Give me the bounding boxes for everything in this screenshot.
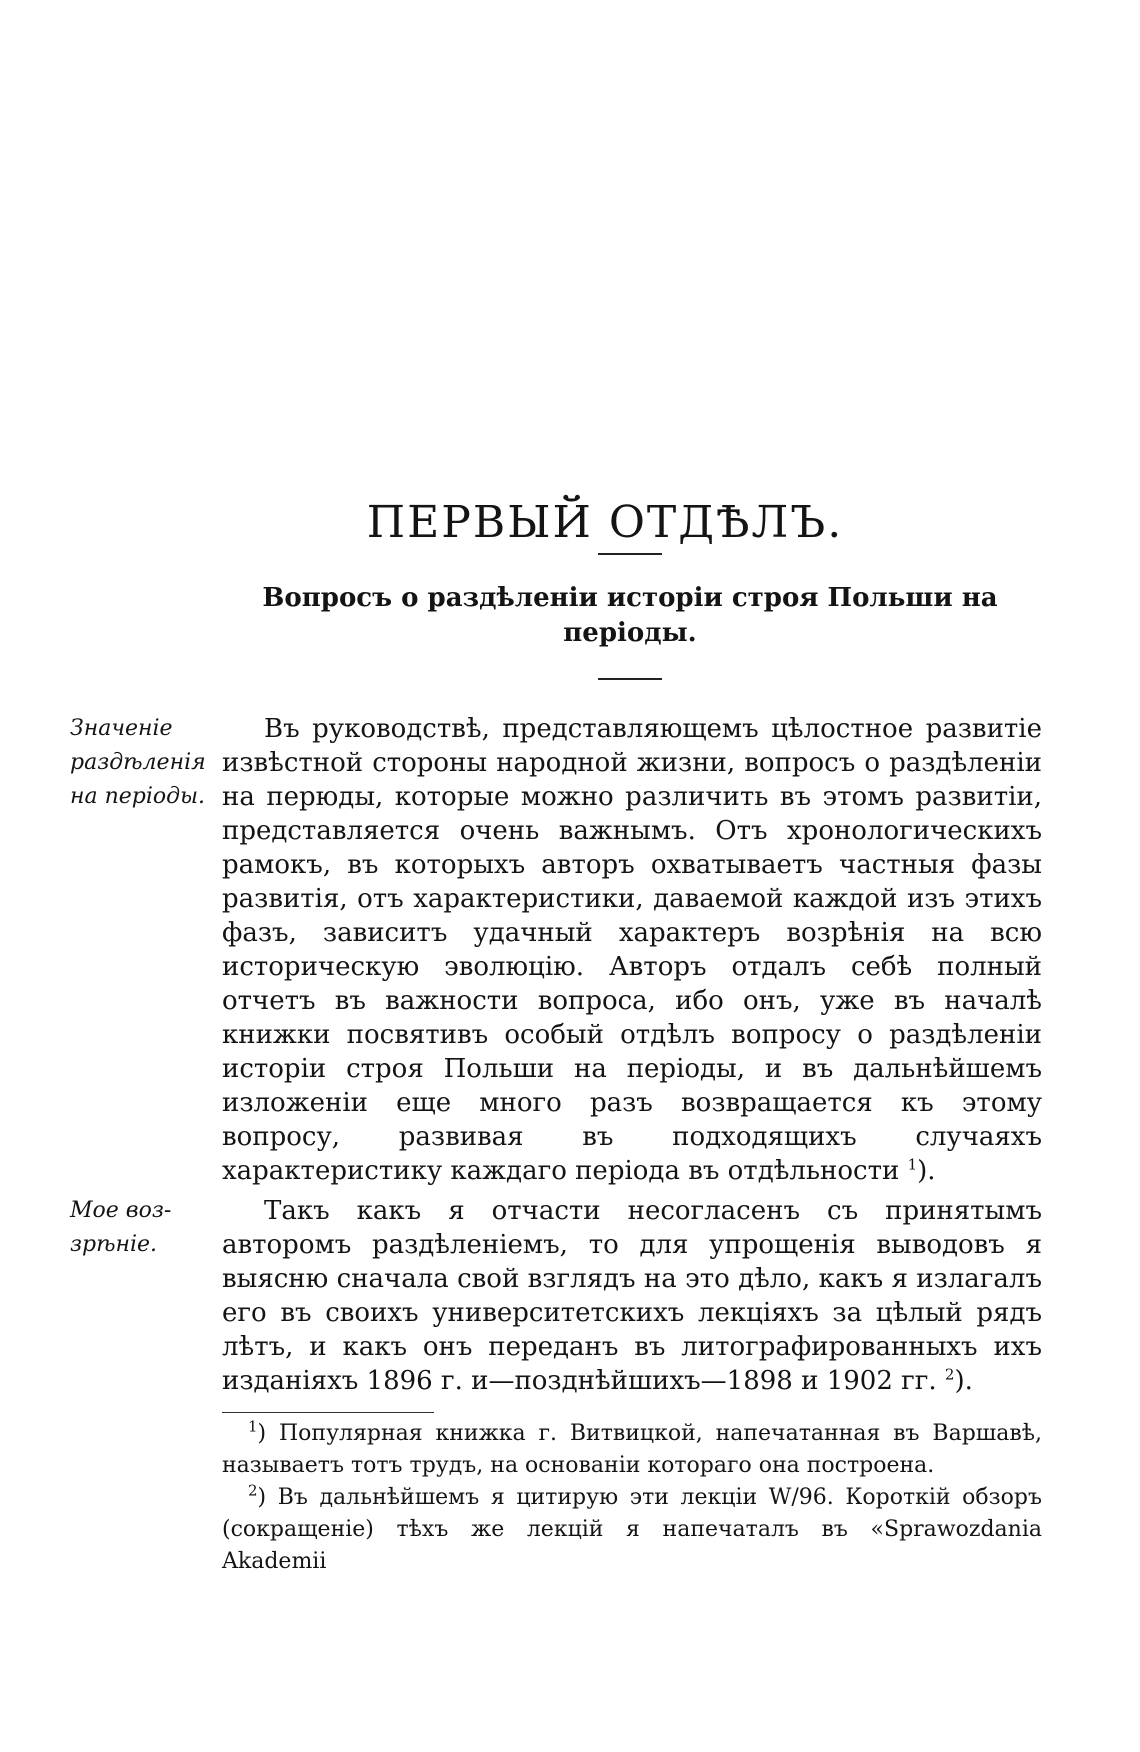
footnote-separator (222, 1412, 434, 1413)
footnote-2-mark: 2 (248, 1481, 258, 1500)
paragraph-2-text: Такъ какъ я отчасти несогласенъ съ принятымъ авторомъ раздѣленіемъ, то для упрощенія выводовъ я выясню сначала свой взглядъ на это дѣло, какъ я излагалъ его въ своихъ университетскихъ лекціяхъ за цѣлый рядъ лѣтъ, и какъ онъ переданъ въ литографированныхъ ихъ изданіяхъ 1896 г. и—позднѣйшихъ—1898 и 1902 гг. (222, 1196, 1042, 1396)
margin-note-periods: Значеніе раздѣленія на періоды. (70, 716, 206, 809)
section-title: ПЕРВЫЙ ОТДѢЛЪ. (366, 497, 844, 549)
footnote-ref-1[interactable]: 1 (907, 1155, 918, 1174)
paragraph-1-end: ). (917, 1156, 936, 1186)
subtitle-divider (598, 678, 662, 680)
footnotes (222, 1418, 1042, 1578)
paragraph-1-text: Въ руководствѣ, представляющемъ цѣлостное развитіе извѣстной стороны народной жизни, вопросъ о раздѣленіи на перюды, которые можно различить въ этомъ развитіи, представляется очень важнымъ. Отъ хронологическихъ рамокъ, въ которыхъ авторъ охватываетъ частныя фазы развитія, отъ характеристики, даваемой каждой изъ этихъ фазъ, зависитъ удачный характеръ возрѣнія на всю историческую эволюцію. Авторъ отдалъ себѣ полный отчетъ въ важности вопроса, ибо онъ, уже въ началѣ книжки посвятивъ особый отдѣлъ вопросу о раздѣленіи исторіи строя Польши на періоды, и въ дальнѣйшемъ изложеніи еще много разъ возвращается къ этому вопросу, развивая въ подходящихъ случаяхъ характеристику каждаго періода въ отдѣльности (222, 714, 1042, 1186)
footnote-1-text: ) Популярная книжка г. Витвицкой, напечатанная въ Варшавѣ, называетъ тотъ трудъ, на основаніи котораго она построена. (222, 1421, 1042, 1478)
margin-note-my-view: Мое воз-зрѣніе. (70, 1198, 172, 1257)
footnote-1-mark: 1 (248, 1417, 258, 1436)
paragraph-1 (222, 712, 1042, 1188)
paragraph-2-end: ). (954, 1366, 973, 1396)
footnote-1 (222, 1418, 1042, 1482)
chapter-subtitle: Вопросъ о раздѣленіи исторіи строя Польши на періоды. (262, 583, 998, 648)
paragraph-2 (222, 1194, 1042, 1398)
footnote-2-text: ) Въ дальнѣйшемъ я цитирую эти лекціи W/96. Короткій обзоръ (сокращеніе) тѣхъ же лекцій я напечаталъ въ «Sprawozdania Akademii (222, 1485, 1042, 1574)
footnote-2 (222, 1482, 1042, 1578)
footnote-ref-2[interactable]: 2 (944, 1365, 955, 1384)
title-divider (598, 553, 662, 555)
